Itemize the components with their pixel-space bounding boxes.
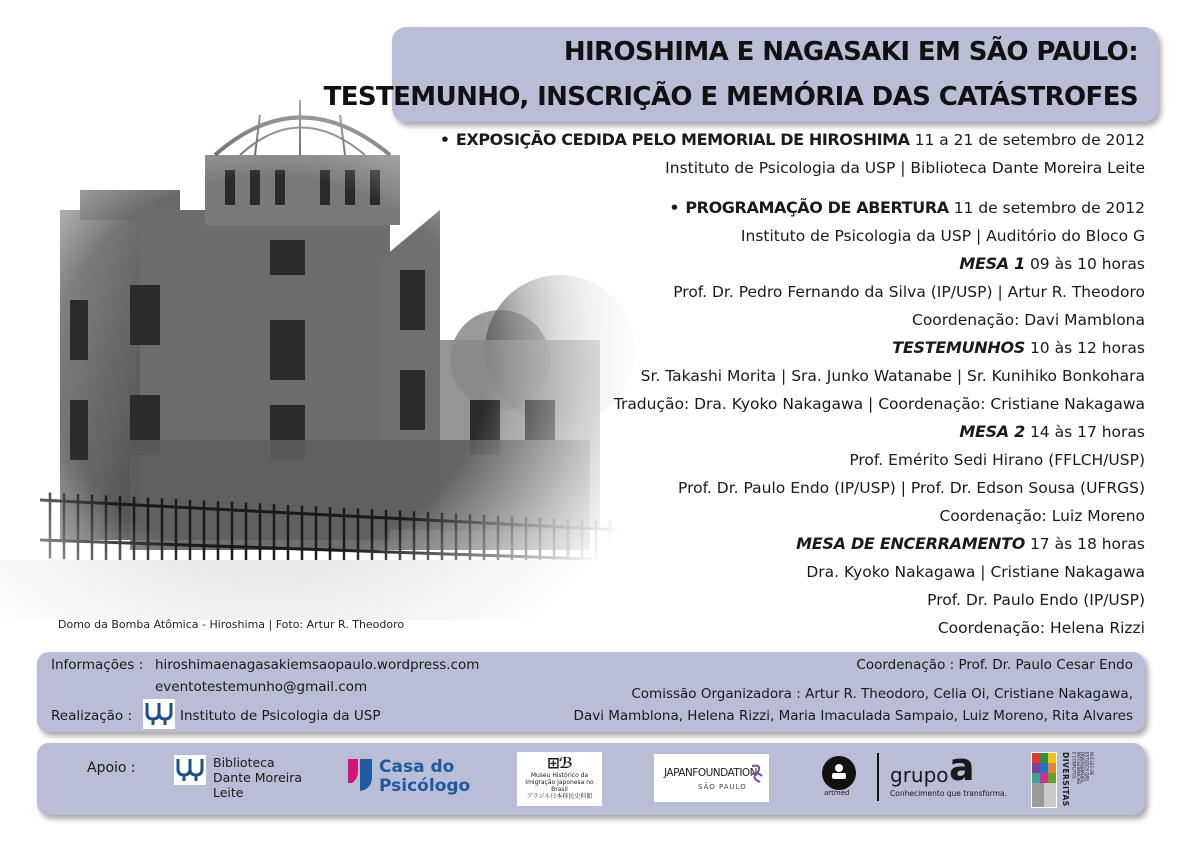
program-schedule [385,126,1145,642]
exhibition-place: Instituto de Psicologia da USP | Biblioteca Dante Moreira Leite [665,159,1145,177]
mesa2-speaker-1: Prof. Emérito Sedi Hirano (FFLCH/USP) [849,451,1145,469]
closing-coord: Coordenação: Helena Rizzi [937,619,1145,637]
diversitas-sub-1: NÚCLEO DE [1089,752,1094,776]
title-line-1: HIROSHIMA E NAGASAKI EM SÃO PAULO: [563,37,1138,67]
title-line-2: TESTEMUNHO, INSCRIÇÃO E MEMÓRIA DAS CATÁSTROFES [323,82,1138,112]
usp-psych-logo-icon [143,699,175,729]
mesa1-row [385,250,1145,278]
casa-do-psicologo-text [379,758,470,796]
info-label: Informações : [51,657,144,673]
closing-speaker-2: Prof. Dr. Paulo Endo (IP/USP) [927,591,1145,609]
diversitas-sub-3: DIVERSIDADES, [1080,752,1086,784]
artmed-logo-icon [821,755,857,791]
biblioteca-line-2: Dante Moreira [213,770,303,785]
mesa1-coord: Coordenação: Davi Mamblona [912,311,1145,329]
museu-line-2: Imigração Japonesa no Brasil [525,779,594,793]
comissao-line-1: Comissão Organizadora : Artur R. Theodoro, Celia Oi, Cristiane Nakagawa, [631,686,1133,702]
testemunhos-speakers: Sr. Takashi Morita | Sra. Junko Watanabe | Sr. Kunihiko Bonkohara [640,367,1145,385]
diversitas-text [1061,752,1071,808]
diversitas-sub-5: E CONFLITOS [1071,752,1077,779]
comissao-line-2: Davi Mamblona, Helena Rizzi, Maria Imaculada Sampaio, Luiz Moreno, Rita Alvares [573,708,1133,724]
mesa2-row [385,418,1145,446]
mesa2-coord: Coordenação: Luiz Moreno [939,507,1145,525]
casa-line-2: Psicólogo [379,776,471,796]
email-link[interactable]: eventotestemunho@gmail.com [155,679,368,695]
closing-row [385,530,1145,558]
realizacao-value: Instituto de Psicologia da USP [180,708,381,724]
opening-row [385,194,1145,222]
japan-foundation-symbol-icon [748,762,766,786]
apoio-label: Apoio : [87,760,136,776]
casa-do-psicologo-logo-icon [346,757,374,793]
closing-title: MESA DE ENCERRAMENTO [796,534,1025,553]
museu-line-1: Museu Histórico da [530,772,589,779]
realizacao-label: Realização : [51,708,133,724]
grupo-text: grupo [890,763,949,787]
japan-foundation-logo [654,754,769,802]
japan-foundation-line-1: JAPANFOUNDATION [664,767,758,779]
exhibition-row [385,126,1145,154]
closing-time: 17 às 18 horas [1029,535,1145,553]
artmed-text: artmed [824,789,850,797]
closing-speaker-1: Dra. Kyoko Nakagawa | Cristiane Nakagawa [806,563,1145,581]
website-link[interactable]: hiroshimaenagasakiemsaopaulo.wordpress.com [155,657,480,673]
mesa1-time: 09 às 10 horas [1029,255,1145,273]
exhibition-title: EXPOSIÇÃO CEDIDA PELO MEMORIAL DE HIROSHIMA [455,130,910,149]
opening-place: Instituto de Psicologia da USP | Auditório do Bloco G [740,227,1145,245]
grupo-tagline: Conhecimento que transforma. [890,789,1008,798]
testemunhos-time: 10 às 12 horas [1029,339,1145,357]
photo-caption: Domo da Bomba Atômica - Hiroshima | Foto: Artur R. Theodoro [58,618,405,631]
diversitas-sub-2: ESTUDOS DAS [1084,752,1090,781]
japan-foundation-line-2: SÃO PAULO [698,783,747,791]
testemunhos-row [385,334,1145,362]
opening-title: PROGRAMAÇÃO DE ABERTURA [685,198,949,217]
biblioteca-logo-text [213,755,302,800]
diversitas-mosaic-icon [1031,752,1057,808]
biblioteca-line-3: Leite [213,785,244,800]
diversitas-title: DIVERSITAS [1061,752,1070,807]
support-box [37,743,1145,815]
diversitas-sub-4: INTOLERÂNCIAS [1075,752,1081,785]
museu-mark-icon: ⊞ℬ [547,754,572,772]
mesa2-time: 14 às 17 horas [1029,423,1145,441]
biblioteca-line-1: Biblioteca [213,755,275,770]
diversitas-subtitle [1071,752,1093,808]
casa-line-1: Casa do [379,757,455,777]
info-box [37,652,1145,732]
testemunhos-coord: Tradução: Dra. Kyoko Nakagawa | Coordenação: Cristiane Nakagawa [613,395,1145,413]
mesa2-speaker-2: Prof. Dr. Paulo Endo (IP/USP) | Prof. Dr. Edson Sousa (UFRGS) [678,479,1145,497]
title-banner [323,27,1158,122]
museu-logo [517,752,602,806]
coordenacao: Coordenação : Prof. Dr. Paulo Cesar Endo [856,657,1133,673]
logo-divider [877,753,879,801]
bullet-icon: • [669,199,680,217]
mesa1-speakers: Prof. Dr. Pedro Fernando da Silva (IP/USP) | Artur R. Theodoro [673,283,1145,301]
testemunhos-title: TESTEMUNHOS [892,338,1025,357]
opening-date: 11 de setembro de 2012 [953,199,1145,217]
exhibition-date: 11 a 21 de setembro de 2012 [914,131,1145,149]
mesa2-title: MESA 2 [959,422,1025,441]
biblioteca-logo-icon [174,755,206,785]
bullet-icon: • [439,131,450,149]
museu-line-3: ブラジル日本移民史料館 [526,793,593,800]
mesa1-title: MESA 1 [959,254,1025,273]
grupo-a-letter: a [949,745,975,789]
